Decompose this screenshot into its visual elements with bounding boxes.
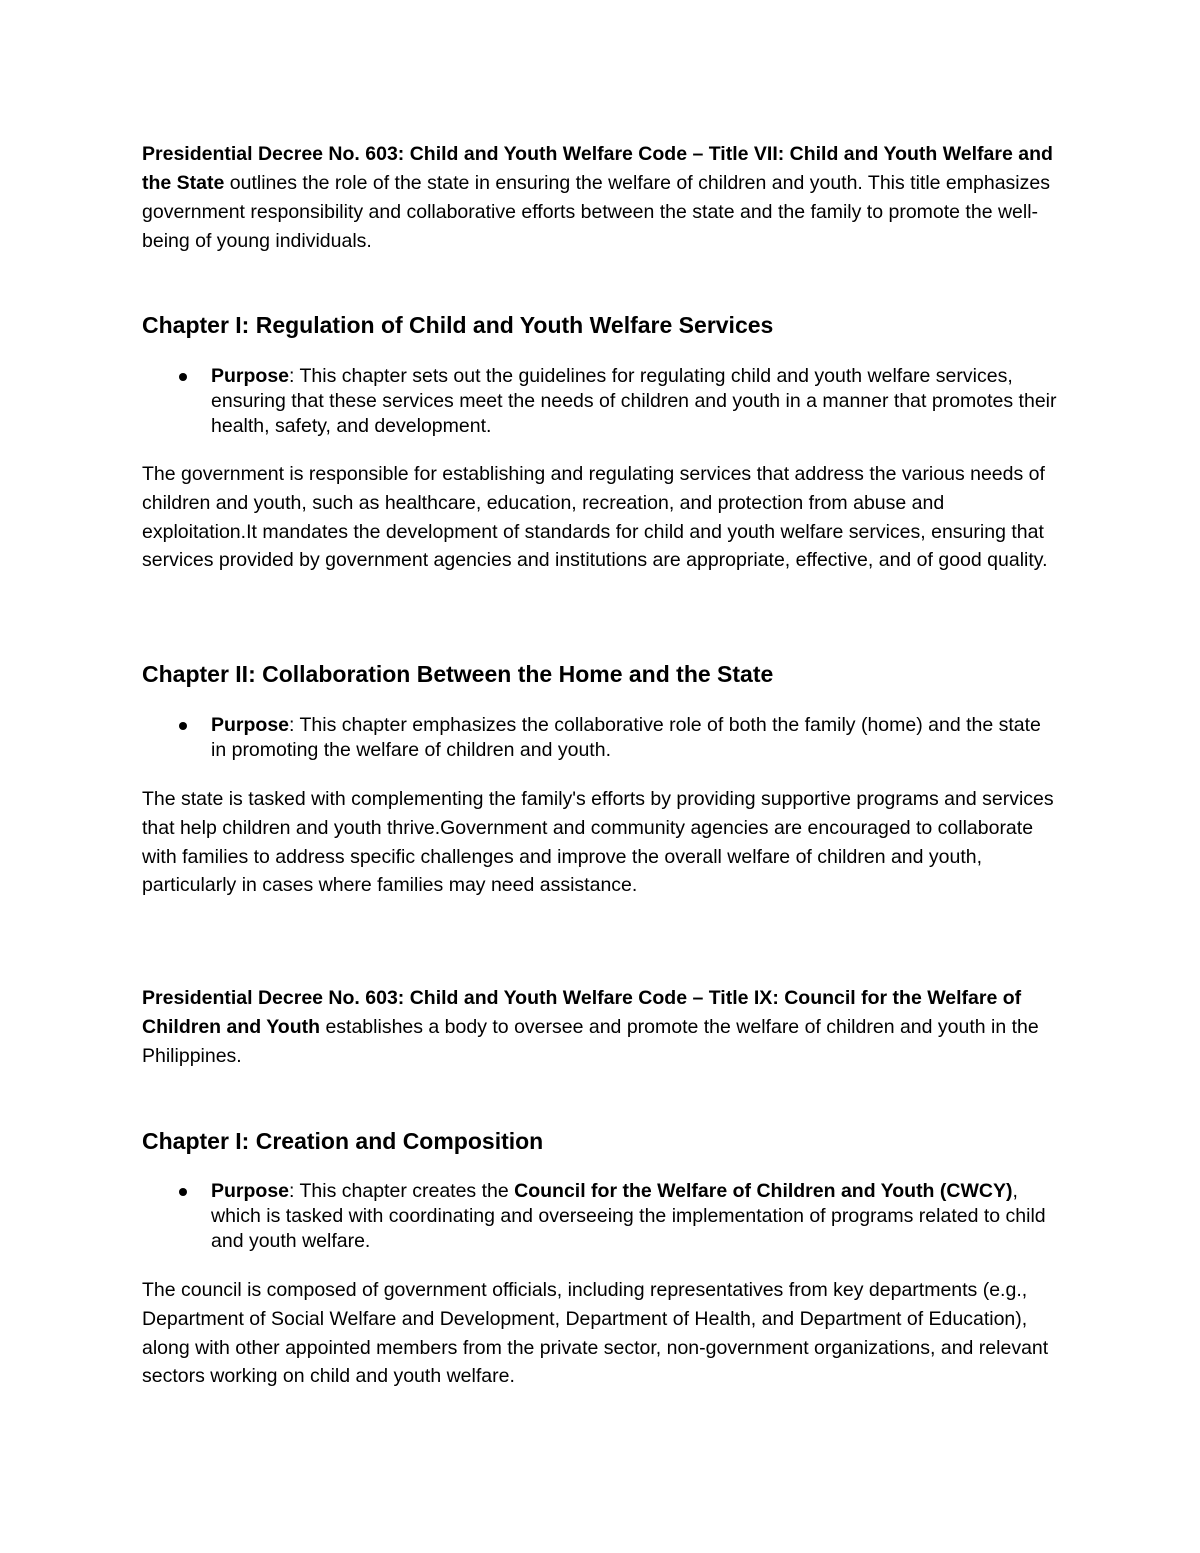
purpose-item bbox=[142, 1179, 1057, 1254]
bullet-icon bbox=[179, 722, 187, 730]
purpose-text: : This chapter emphasizes the collaborative role of both the family (home) and the state in promoting the welfare of children and youth. bbox=[211, 714, 1041, 761]
purpose-item bbox=[142, 364, 1057, 439]
title-ix-heading: Presidential Decree No. 603: Child and Youth Welfare Code – Title IX: Council for the Welfare of Children and Youth bbox=[142, 987, 1022, 1038]
chapter-heading: Chapter I: Creation and Composition bbox=[142, 1128, 544, 1154]
chapter-body: The state is tasked with complementing the family's efforts by providing supportive programs and services that help children and youth thrive.Government and community agencies are encouraged to collaborate with families to address specific challenges and improve the overall welfare of children and youth, particularly in cases where families may need assistance. bbox=[142, 788, 1054, 897]
title-ix-description: establishes a body to oversee and promote the welfare of children and youth in the Philippines. bbox=[142, 1016, 1039, 1067]
bullet-icon bbox=[179, 373, 187, 381]
purpose-item bbox=[142, 713, 1057, 763]
purpose-list bbox=[142, 1179, 1057, 1254]
title-vii-intro bbox=[142, 140, 1057, 256]
purpose-text: : This chapter creates the bbox=[289, 1180, 515, 1202]
chapter-body: The council is composed of government officials, including representatives from key departments (e.g., Department of Social Welfare and Development, Department of Health, and Department of Education), along with other appointed members from the private sector, non-government organizations, and relevant sectors working on child and youth welfare. bbox=[142, 1279, 1049, 1388]
title-ix-intro bbox=[142, 984, 1057, 1071]
purpose-list bbox=[142, 713, 1057, 763]
purpose-label: Purpose bbox=[211, 365, 290, 387]
purpose-label: Purpose bbox=[211, 1180, 290, 1202]
purpose-label: Purpose bbox=[211, 714, 290, 736]
chapter-body: The government is responsible for establishing and regulating services that address the various needs of children and youth, such as healthcare, education, recreation, and protection from abuse and exploitation.It mandates the development of standards for child and youth welfare services, ensuring that services provided by government agencies and institutions are appropriate, effective, and of good quality. bbox=[142, 463, 1048, 572]
chapter-heading: Chapter II: Collaboration Between the Home and the State bbox=[142, 661, 774, 687]
purpose-text: , which is tasked with coordinating and overseeing the implementation of programs related to child and youth welfare. bbox=[211, 1180, 1046, 1252]
chapter-heading: Chapter I: Regulation of Child and Youth Welfare Services bbox=[142, 312, 774, 338]
title-vii-description: outlines the role of the state in ensuring the welfare of children and youth. This title emphasizes government responsibility and collaborative efforts between the state and the family to promote the well-being of young individuals. bbox=[142, 172, 1050, 252]
council-name: Council for the Welfare of Children and Youth (CWCY) bbox=[514, 1180, 1013, 1202]
purpose-text: : This chapter sets out the guidelines for regulating child and youth welfare services, ensuring that these services meet the needs of children and youth in a manner that promotes their health, safety, and development. bbox=[211, 365, 1057, 437]
title-vii-heading: Presidential Decree No. 603: Child and Youth Welfare Code – Title VII: Child and Youth Welfare and the State bbox=[142, 143, 1053, 194]
purpose-list bbox=[142, 364, 1057, 439]
bullet-icon bbox=[179, 1188, 187, 1196]
